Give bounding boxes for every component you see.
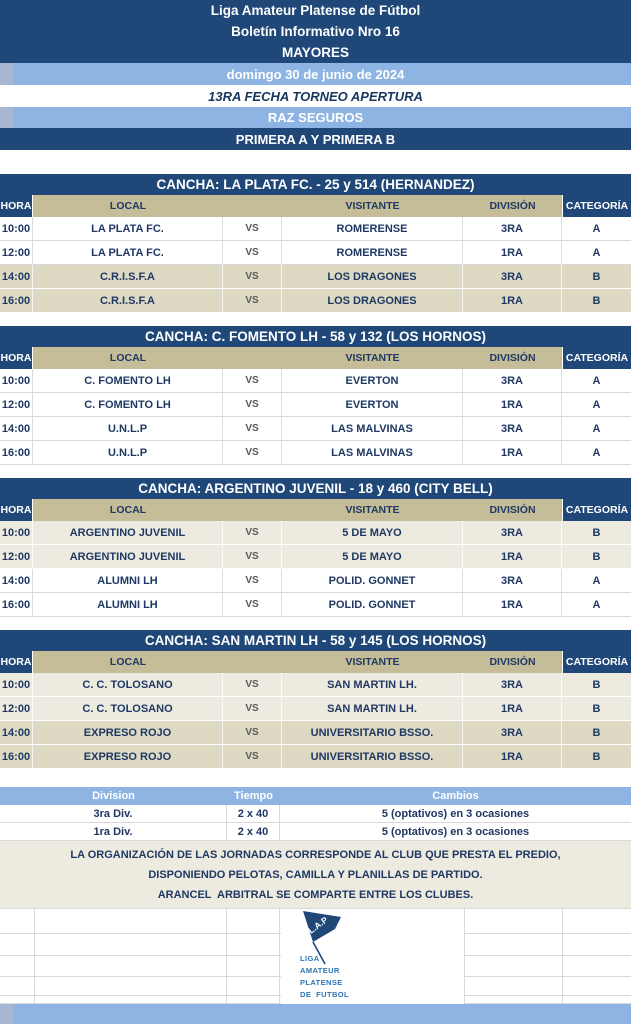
logo-caption-line: PLATENSE [300,978,343,987]
bottom-bar [0,1004,631,1024]
match-division: 3RA [463,417,562,440]
match-division: 3RA [463,521,562,544]
match-visiting-team: LOS DRAGONES [282,265,463,288]
match-time: 10:00 [0,521,33,544]
match-table [0,630,631,769]
match-division: 1RA [463,241,562,264]
match-division: 1RA [463,593,562,616]
table-column-header [0,651,631,673]
rules-row [0,823,631,841]
date-text: domingo 30 de junio de 2024 [226,66,405,82]
vs-label: VS [223,369,282,392]
match-categoria: B [592,550,601,563]
match-division: 3RA [463,721,562,744]
match-local-team: LA PLATA FC. [33,241,223,264]
match-row [0,289,631,313]
column-header-visitante: VISITANTE [345,352,400,364]
match-local-team: C. FOMENTO LH [33,393,223,416]
match-visiting-team: POLID. GONNET [282,593,463,616]
match-local-team: EXPRESO ROJO [33,745,223,768]
rules-header-division: Division [92,790,135,802]
vs-label: VS [223,673,282,696]
column-header-local: LOCAL [109,352,147,364]
column-header-categoria: CATEGORÍA [562,347,631,369]
match-row [0,441,631,465]
match-row [0,697,631,721]
note-line: LA ORGANIZACIÓN DE LAS JORNADAS CORRESPONDE AL CLUB QUE PRESTA EL PREDIO, [70,848,561,861]
match-row [0,369,631,393]
match-row [0,241,631,265]
match-time: 14:00 [0,417,33,440]
match-division: 1RA [463,393,562,416]
vs-label: VS [223,241,282,264]
match-row [0,569,631,593]
match-local-team: C.R.I.S.F.A [33,289,223,312]
venue-title: CANCHA: LA PLATA FC. - 25 y 514 (HERNANDEZ) [0,174,631,195]
match-time: 14:00 [0,721,33,744]
rules-division: 1ra Div. [0,823,227,840]
vs-label: VS [223,289,282,312]
match-row [0,545,631,569]
grid-cell [35,996,227,1003]
fecha-banner [0,85,631,107]
match-visiting-team: EVERTON [282,393,463,416]
match-division: 3RA [463,217,562,240]
note-line: ARANCEL ARBITRAL SE COMPARTE ENTRE LOS CLUBES. [157,888,474,901]
category-title: MAYORES [281,45,350,60]
match-division: 3RA [463,569,562,592]
match-row [0,265,631,289]
column-header-hora: HORA [0,651,33,673]
vs-label: VS [223,217,282,240]
match-division: 1RA [463,441,562,464]
rules-table [0,787,631,841]
sponsor-banner [0,107,631,128]
column-header-group [33,347,562,369]
grid-cell [227,934,280,955]
match-categoria: A [592,574,601,587]
match-categoria: A [592,246,601,259]
match-local-team: U.N.L.P [33,441,223,464]
grid-cell [227,977,280,995]
vs-label: VS [223,721,282,744]
match-time: 10:00 [0,673,33,696]
match-categoria: A [592,222,601,235]
match-row [0,721,631,745]
logo-caption-line: LIGA [300,954,320,963]
date-banner [0,63,631,85]
match-categoria: B [592,702,601,715]
column-header-categoria: CATEGORÍA [562,651,631,673]
column-header-spacer [223,499,282,521]
division-banner-text: PRIMERA A Y PRIMERA B [235,131,396,147]
match-time: 12:00 [0,545,33,568]
league-title: Liga Amateur Platense de Fútbol [210,3,421,18]
vs-label: VS [223,393,282,416]
column-header-division: DIVISIÓN [489,200,536,212]
match-local-team: ALUMNI LH [33,569,223,592]
match-row [0,417,631,441]
match-local-team: ALUMNI LH [33,593,223,616]
match-visiting-team: LAS MALVINAS [282,441,463,464]
match-categoria: B [592,750,601,763]
match-categoria: B [592,526,601,539]
grid-cell [35,934,227,955]
left-strip [0,107,13,128]
match-categoria: A [592,398,601,411]
grid-cell [465,977,563,995]
match-local-team: C. C. TOLOSANO [33,673,223,696]
match-local-team: EXPRESO ROJO [33,721,223,744]
rules-header-row [0,787,631,805]
match-division: 3RA [463,673,562,696]
column-header-local: LOCAL [109,504,147,516]
match-time: 12:00 [0,241,33,264]
grid-cell [35,956,227,976]
column-header-group [33,499,562,521]
match-visiting-team: 5 DE MAYO [282,545,463,568]
division-banner [0,128,631,150]
match-local-team: C. C. TOLOSANO [33,697,223,720]
vs-label: VS [223,745,282,768]
table-column-header [0,195,631,217]
match-time: 16:00 [0,441,33,464]
column-header-local: LOCAL [109,200,147,212]
table-column-header [0,499,631,521]
column-header-spacer [223,347,282,369]
grid-cell [465,934,563,955]
match-tables [0,150,631,769]
column-header-division: DIVISIÓN [489,504,536,516]
column-header-visitante: VISITANTE [345,504,400,516]
match-visiting-team: SAN MARTIN LH. [282,673,463,696]
grid-cell [563,934,631,955]
match-division: 1RA [463,289,562,312]
match-categoria: B [592,678,601,691]
note-line: DISPONIENDO PELOTAS, CAMILLA Y PLANILLAS DE PARTIDO. [148,868,483,881]
match-visiting-team: POLID. GONNET [282,569,463,592]
match-visiting-team: SAN MARTIN LH. [282,697,463,720]
column-header-visitante: VISITANTE [345,200,400,212]
venue-title: CANCHA: ARGENTINO JUVENIL - 18 y 460 (CITY BELL) [0,478,631,499]
match-visiting-team: EVERTON [282,369,463,392]
column-header-categoria: CATEGORÍA [562,195,631,217]
match-local-team: ARGENTINO JUVENIL [33,545,223,568]
match-row [0,593,631,617]
rules-division: 3ra Div. [0,805,227,822]
match-visiting-team: 5 DE MAYO [282,521,463,544]
column-header-spacer [223,651,282,673]
column-header-group [33,195,562,217]
column-header-hora: HORA [0,195,33,217]
grid-cell [465,909,563,933]
match-row [0,217,631,241]
match-row [0,393,631,417]
logo-caption-line: DE FUTBOL [300,990,349,999]
match-categoria: B [592,294,601,307]
fecha-text: 13RA FECHA TORNEO APERTURA [208,88,423,104]
match-categoria: A [592,598,601,611]
rules-tiempo: 2 x 40 [227,823,280,840]
title-block [0,0,631,63]
grid-cell [563,909,631,933]
match-division: 3RA [463,369,562,392]
match-categoria: B [592,726,601,739]
column-header-hora: HORA [0,347,33,369]
match-visiting-team: LAS MALVINAS [282,417,463,440]
grid-cell [0,934,35,955]
match-local-team: LA PLATA FC. [33,217,223,240]
grid-cell [227,956,280,976]
grid-cell [227,909,280,933]
vs-label: VS [223,569,282,592]
vs-label: VS [223,521,282,544]
vs-label: VS [223,417,282,440]
column-header-visitante: VISITANTE [345,656,400,668]
grid-cell [465,996,563,1003]
rules-header-tiempo: Tiempo [234,790,273,802]
grid-cell [0,996,35,1003]
vs-label: VS [223,593,282,616]
bulletin-number: Boletín Informativo Nro 16 [231,24,400,39]
match-visiting-team: UNIVERSITARIO BSSO. [282,721,463,744]
match-local-team: C. FOMENTO LH [33,369,223,392]
match-division: 1RA [463,697,562,720]
left-strip [0,1004,13,1024]
match-row [0,745,631,769]
league-logo [280,909,465,1005]
footer-grid [0,908,631,1004]
grid-cell [465,956,563,976]
match-time: 14:00 [0,265,33,288]
match-local-team: ARGENTINO JUVENIL [33,521,223,544]
match-division: 3RA [463,265,562,288]
grid-cell [563,977,631,995]
grid-cell [563,996,631,1003]
match-visiting-team: LOS DRAGONES [282,289,463,312]
vs-label: VS [223,441,282,464]
match-time: 16:00 [0,593,33,616]
match-division: 1RA [463,545,562,568]
pennant-flag-text: L.A.P [306,914,330,936]
grid-cell [0,977,35,995]
logo-caption-line: AMATEUR [300,966,340,975]
match-time: 16:00 [0,745,33,768]
rules-cambios: 5 (optativos) en 3 ocasiones [381,807,530,820]
venue-title: CANCHA: C. FOMENTO LH - 58 y 132 (LOS HORNOS) [0,326,631,347]
organization-note [0,841,631,908]
match-categoria: B [592,270,601,283]
match-time: 12:00 [0,697,33,720]
match-local-team: C.R.I.S.F.A [33,265,223,288]
match-row [0,673,631,697]
match-time: 14:00 [0,569,33,592]
rules-cambios: 5 (optativos) en 3 ocasiones [381,825,530,838]
match-local-team: U.N.L.P [33,417,223,440]
grid-cell [0,909,35,933]
match-categoria: A [592,374,601,387]
vs-label: VS [223,697,282,720]
rules-row [0,805,631,823]
vs-label: VS [223,265,282,288]
column-header-spacer [223,195,282,217]
match-time: 10:00 [0,217,33,240]
column-header-hora: HORA [0,499,33,521]
table-column-header [0,347,631,369]
grid-cell [35,977,227,995]
match-row [0,521,631,545]
match-time: 12:00 [0,393,33,416]
vs-label: VS [223,545,282,568]
match-table [0,326,631,465]
match-time: 10:00 [0,369,33,392]
sponsor-text: RAZ SEGUROS [267,110,364,125]
match-visiting-team: UNIVERSITARIO BSSO. [282,745,463,768]
rules-header-cambios: Cambios [432,790,479,802]
column-header-division: DIVISIÓN [489,352,536,364]
column-header-local: LOCAL [109,656,147,668]
grid-cell [227,996,280,1003]
match-categoria: A [592,422,601,435]
match-categoria: A [592,446,601,459]
match-division: 1RA [463,745,562,768]
grid-cell [0,956,35,976]
column-header-categoria: CATEGORÍA [562,499,631,521]
match-visiting-team: ROMERENSE [282,241,463,264]
match-table [0,174,631,313]
venue-title: CANCHA: SAN MARTIN LH - 58 y 145 (LOS HORNOS) [0,630,631,651]
match-table [0,478,631,617]
left-strip [0,63,13,85]
match-visiting-team: ROMERENSE [282,217,463,240]
rules-tiempo: 2 x 40 [227,805,280,822]
column-header-group [33,651,562,673]
grid-cell [563,956,631,976]
match-time: 16:00 [0,289,33,312]
column-header-division: DIVISIÓN [489,656,536,668]
grid-cell [35,909,227,933]
